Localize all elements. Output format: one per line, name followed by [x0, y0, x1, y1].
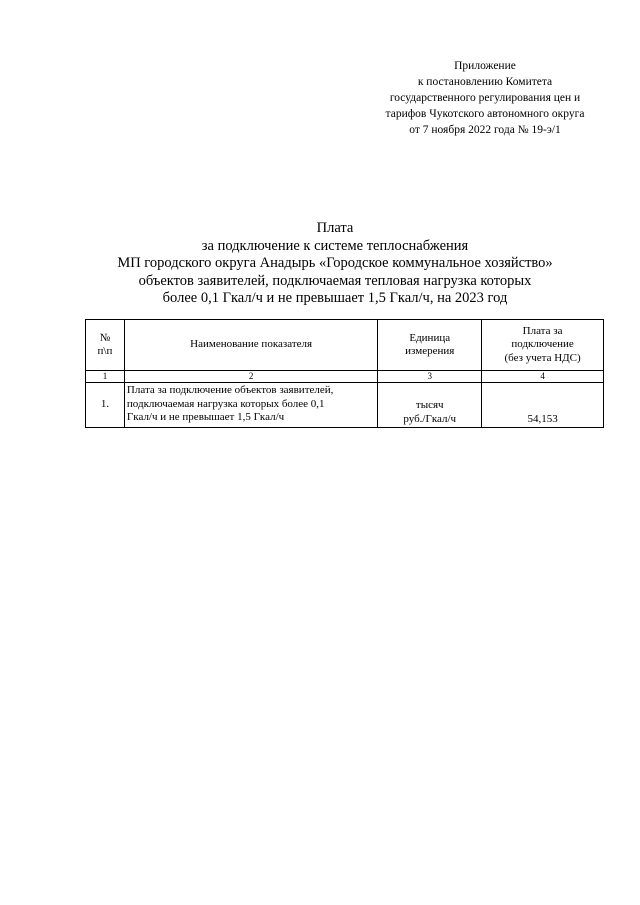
row-unit: тысяч руб./Гкал/ч — [378, 383, 482, 428]
row-indicator-name: Плата за подключение объектов заявителей, подключаемая нагрузка которых более 0,1 Гкал/ч и не превышает 1,5 Гкал/ч — [124, 383, 377, 428]
column-number: 4 — [482, 371, 604, 383]
column-number-row — [86, 371, 604, 383]
appendix-line: Приложение — [454, 60, 516, 72]
appendix-line: к постановлению Комитета — [417, 76, 553, 88]
column-number: 2 — [124, 371, 377, 383]
title-line: МП городского округа Анадырь «Городское коммунальное хозяйство» — [117, 255, 553, 271]
fee-table — [85, 319, 604, 428]
row-fee-value: 54,153 — [482, 383, 604, 428]
title-line: объектов заявителей, подключаемая тепловая нагрузка которых — [138, 272, 532, 289]
header-number: № п\п — [86, 320, 125, 371]
row-number: 1. — [86, 383, 125, 428]
document-title — [40, 220, 630, 308]
table-row — [86, 383, 604, 428]
title-line: за подключение к системе теплоснабжения — [201, 237, 469, 254]
title-line: более 0,1 Гкал/ч и не превышает 1,5 Гкал/ч, на 2023 год — [162, 290, 508, 306]
header-fee: Плата за подключение (без учета НДС) — [482, 320, 604, 371]
appendix-block — [330, 58, 640, 138]
appendix-line: государственного регулирования цен и — [389, 92, 581, 104]
column-number: 3 — [378, 371, 482, 383]
column-number: 1 — [86, 371, 125, 383]
title-line: Плата — [316, 220, 354, 236]
header-unit: Единица измерения — [378, 320, 482, 371]
header-indicator-name: Наименование показателя — [124, 320, 377, 371]
appendix-line: от 7 ноября 2022 года № 19-э/1 — [409, 124, 561, 136]
appendix-line: тарифов Чукотского автономного округа — [385, 108, 585, 120]
table-header-row — [86, 320, 604, 371]
